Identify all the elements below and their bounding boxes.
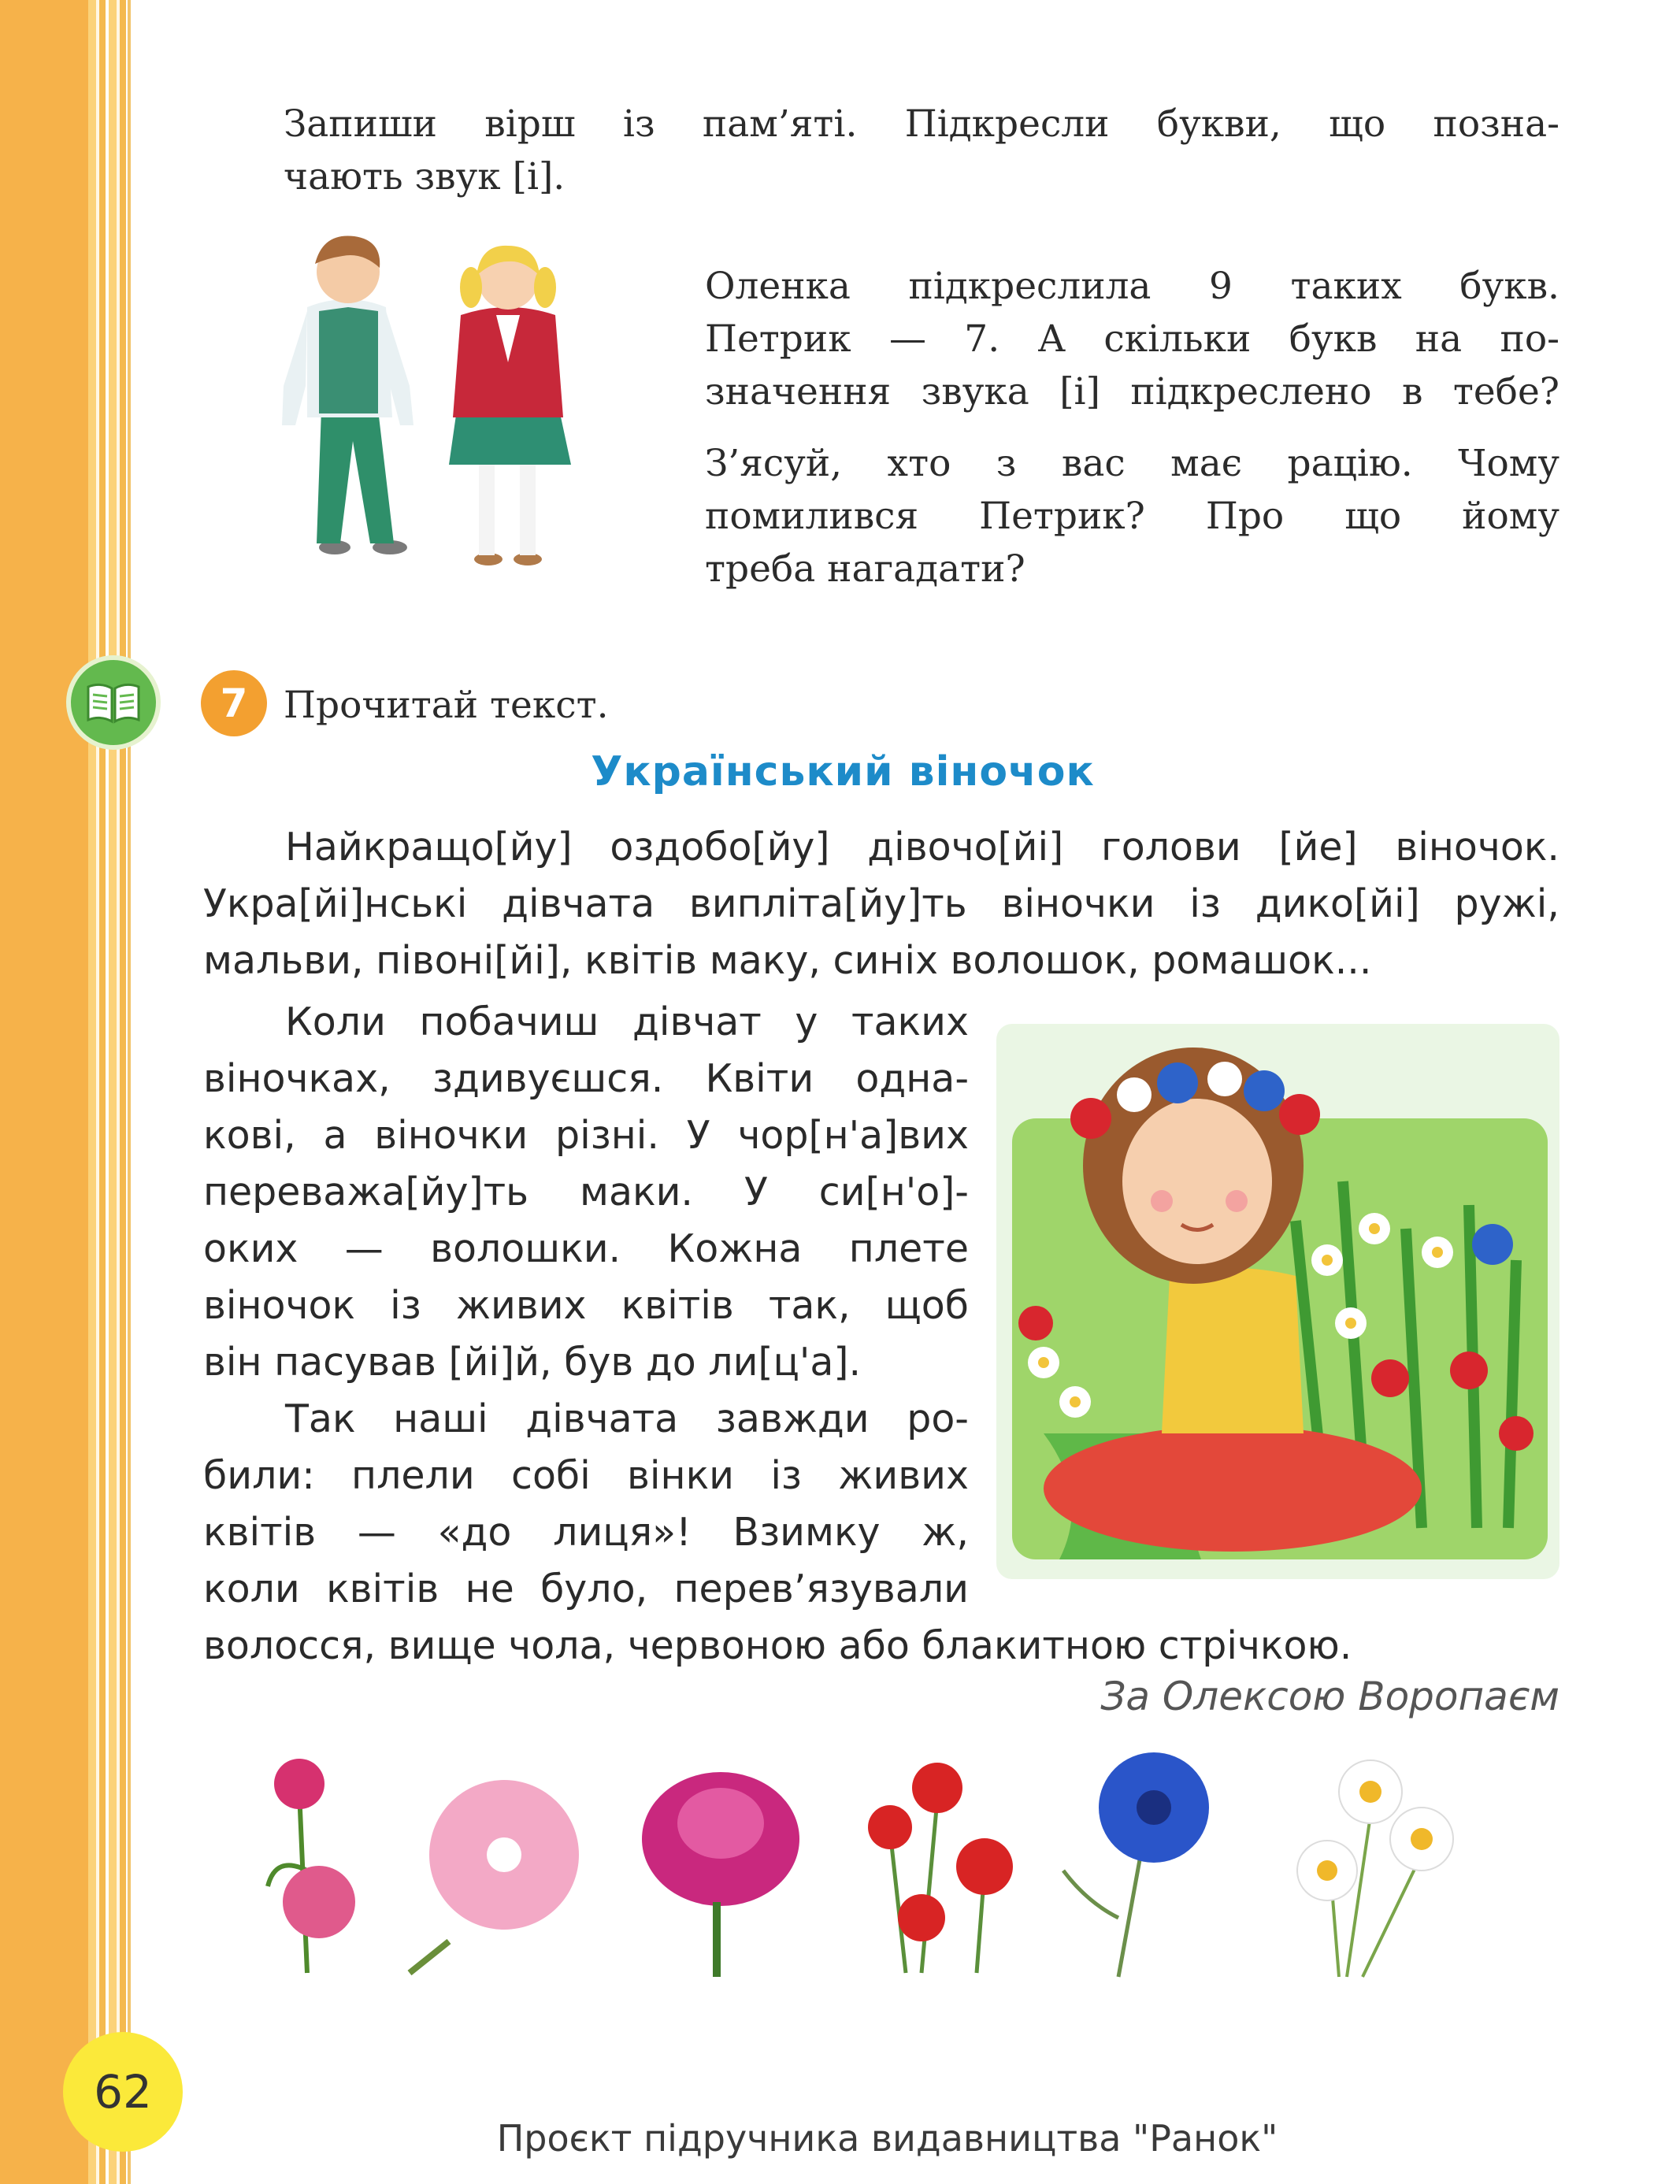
text-line: коли квітів не було, перев’язували: [203, 1567, 969, 1611]
rose-image: [268, 1759, 355, 1973]
reading-text-last-line: волосся, вище чола, червоною або блакитною стрічкою.: [203, 1623, 1352, 1668]
text-line: віночках, здивуєшся. Квіти одна-: [203, 1056, 969, 1101]
left-border-stripes: [88, 0, 128, 2184]
text-line: Так наші дівчата завжди ро-: [285, 1396, 969, 1441]
reading-text-column: [203, 994, 969, 1618]
text-line: З’ясуй, хто з вас має рацію. Чому: [705, 442, 1559, 485]
left-border: [0, 0, 88, 2184]
text-line: били: плели собі вінки із живих: [203, 1453, 969, 1498]
text-line: переважа[йу]ть маки. У си[н'о]-: [203, 1170, 969, 1214]
text-author: За Олексою Воропаєм: [1100, 1674, 1559, 1719]
poppy-image: [868, 1763, 1013, 1973]
reading-text-intro: [203, 819, 1559, 989]
page-number: 62: [63, 2032, 183, 2152]
task7-instruction: Прочитай текст.: [284, 684, 609, 727]
children-illustration: [260, 228, 622, 614]
cornflower-image: [1063, 1752, 1209, 1977]
girl-wreath-illustration: [996, 1024, 1559, 1579]
chamomile-image: [1297, 1760, 1453, 1977]
left-border-line: [128, 0, 131, 2184]
task6-paragraph-2: [705, 437, 1559, 595]
text-title: Український віночок: [591, 748, 1095, 795]
mallow-image: [410, 1780, 579, 1973]
text-line: чають звук [і].: [284, 155, 566, 198]
text-line: Оленка підкреслила 9 таких букв.: [705, 265, 1559, 308]
text-line: квітів — «до лиця»! Взимку ж,: [203, 1510, 969, 1555]
text-line: Найкращо[йу] оздобо[йу] дівочо[йі] голови [йе] віночок.: [285, 825, 1559, 870]
text-line: помилився Петрик? Про що йому: [705, 495, 1559, 538]
text-line: він пасував [йі]й, був до ли[ц'а].: [203, 1340, 862, 1385]
text-line: мальви, півоні[йі], квітів маку, синіх волошок, ромашок...: [203, 938, 1372, 983]
task6-paragraph-1: [705, 260, 1559, 418]
boy-illustration: [282, 235, 414, 554]
flower-strip: [213, 1745, 1567, 1981]
text-line: оких — волошки. Кожна плете: [203, 1226, 969, 1271]
task-number-badge: 7: [201, 670, 267, 736]
text-line: треба нагадати?: [705, 547, 1025, 591]
footer-text: Проєкт підручника видавництва "Ранок": [496, 2117, 1278, 2160]
text-line: Петрик — 7. А скільки букв на по-: [705, 317, 1559, 361]
text-line: Запиши вірш із пам’яті. Підкресли букви, що позна-: [284, 102, 1559, 146]
book-icon: [66, 655, 161, 750]
text-line: Укра[йі]нські дівчата випліта[йу]ть віночки із дико[йі] ружі,: [203, 881, 1559, 926]
task6-instruction: [284, 98, 1559, 203]
text-line: значення звука [і] підкреслено в тебе?: [705, 370, 1559, 413]
text-line: кові, а віночки різні. У чор[н'а]вих: [203, 1113, 969, 1158]
peony-image: [642, 1772, 799, 1977]
text-line: віночок із живих квітів так, щоб: [203, 1283, 969, 1328]
girl-illustration: [449, 246, 571, 565]
text-line: Коли побачиш дівчат у таких: [285, 999, 969, 1044]
